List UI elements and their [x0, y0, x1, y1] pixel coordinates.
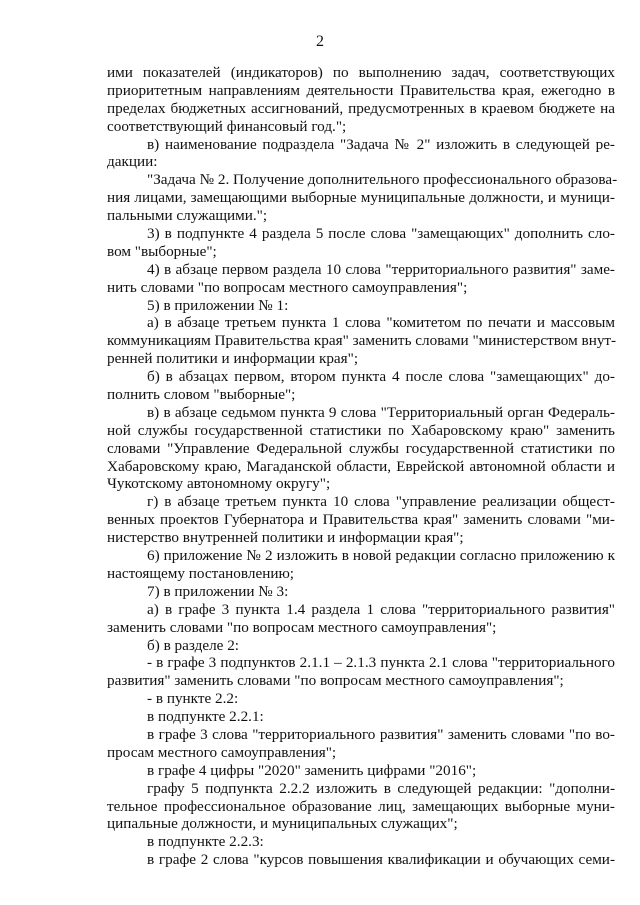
text-line: просам местного самоуправления";	[107, 743, 337, 761]
text-line: Чукотскому автономному округу";	[107, 475, 331, 493]
text-line: нить словами "по вопросам местного самоуправления";	[107, 278, 468, 296]
text-line: в) в абзаце седьмом пункта 9 слова "Территориальный орган Федераль-	[147, 403, 615, 421]
document-body	[107, 64, 618, 869]
text-line: б) в абзацах первом, втором пункта 4 после слова "замещающих" до-	[147, 368, 615, 386]
text-line: 4) в абзаце первом раздела 10 слова "территориального развития" заме-	[147, 260, 615, 278]
text-line: "Задача № 2. Получение дополнительного профессионального образова-	[147, 171, 618, 189]
text-line: г) в абзаце третьем пункта 10 слова "управление реализации общест-	[147, 493, 615, 511]
text-line: коммуникациям Правительства края" заменить словами "министерством внут-	[107, 332, 617, 350]
text-line: ной службы государственной статистики по Хабаровскому краю" заменить	[107, 421, 615, 439]
text-line: 5) в приложении № 1:	[147, 296, 289, 314]
text-line: Хабаровскому краю, Магаданской области, Еврейской автономной области и	[107, 457, 615, 475]
text-line: а) в абзаце третьем пункта 1 слова "комитетом по печати и массовым	[147, 314, 615, 332]
text-line: пределах бюджетных ассигнований, предусмотренных в краевом бюджете на	[107, 99, 615, 117]
text-line: ния лицами, замещающими выборные муниципальные должности, и муници-	[107, 189, 615, 207]
text-line: - в пункте 2.2:	[147, 690, 239, 708]
text-line: словами "Управление Федеральной службы государственной статистики по	[107, 439, 615, 457]
text-line: пальными служащими.";	[107, 207, 268, 225]
text-line: развития" заменить словами "по вопросам местного самоуправления";	[107, 672, 564, 690]
text-line: - в графе 3 подпунктов 2.1.1 – 2.1.3 пункта 2.1 слова "территориального	[147, 654, 615, 672]
text-line: 7) в приложении № 3:	[147, 582, 289, 600]
text-line: ципальные должности, и муниципальных служащих";	[107, 815, 458, 833]
text-line: тельное профессиональное образование лиц, замещающих выборные муни-	[107, 797, 615, 815]
text-line: венных проектов Губернатора и Правительства края" заменить словами "ми-	[107, 511, 615, 529]
text-line: 3) в подпункте 4 раздела 5 после слова "замещающих" дополнить сло-	[147, 225, 615, 243]
text-line: соответствующий финансовый год.";	[107, 117, 347, 135]
text-line: заменить словами "по вопросам местного самоуправления";	[107, 618, 497, 636]
text-line: в подпункте 2.2.1:	[147, 708, 264, 726]
text-line: в графе 4 цифры "2020" заменить цифрами "2016";	[147, 761, 477, 779]
text-line: настоящему постановлению;	[107, 564, 295, 582]
text-line: б) в разделе 2:	[147, 636, 240, 654]
text-line: а) в графе 3 пункта 1.4 раздела 1 слова "территориального развития"	[147, 600, 615, 618]
text-line: в графе 3 слова "территориального развития" заменить словами "по во-	[147, 725, 615, 743]
text-line: полнить словом "выборные";	[107, 386, 296, 404]
page-number: 2	[316, 33, 324, 50]
text-line: вом "выборные";	[107, 242, 217, 260]
text-line: ими показателей (индикаторов) по выполнению задач, соответствующих	[107, 64, 615, 81]
text-line: в) наименование подраздела "Задача № 2" изложить в следующей ре-	[147, 135, 615, 153]
text-line: нистерство внутренней политики и информации края";	[107, 529, 464, 547]
text-line: графу 5 подпункта 2.2.2 изложить в следующей редакции: "дополни-	[147, 779, 615, 797]
text-line: 6) приложение № 2 изложить в новой редакции согласно приложению к	[147, 547, 615, 565]
text-line: дакции:	[107, 153, 158, 171]
text-line: приоритетным направлениям деятельности Правительства края, ежегодно в	[107, 81, 615, 99]
text-line: ренней политики и информации края";	[107, 350, 359, 368]
text-line: в графе 2 слова "курсов повышения квалификации и обучающих семи-	[147, 851, 615, 869]
text-line: в подпункте 2.2.3:	[147, 833, 264, 851]
